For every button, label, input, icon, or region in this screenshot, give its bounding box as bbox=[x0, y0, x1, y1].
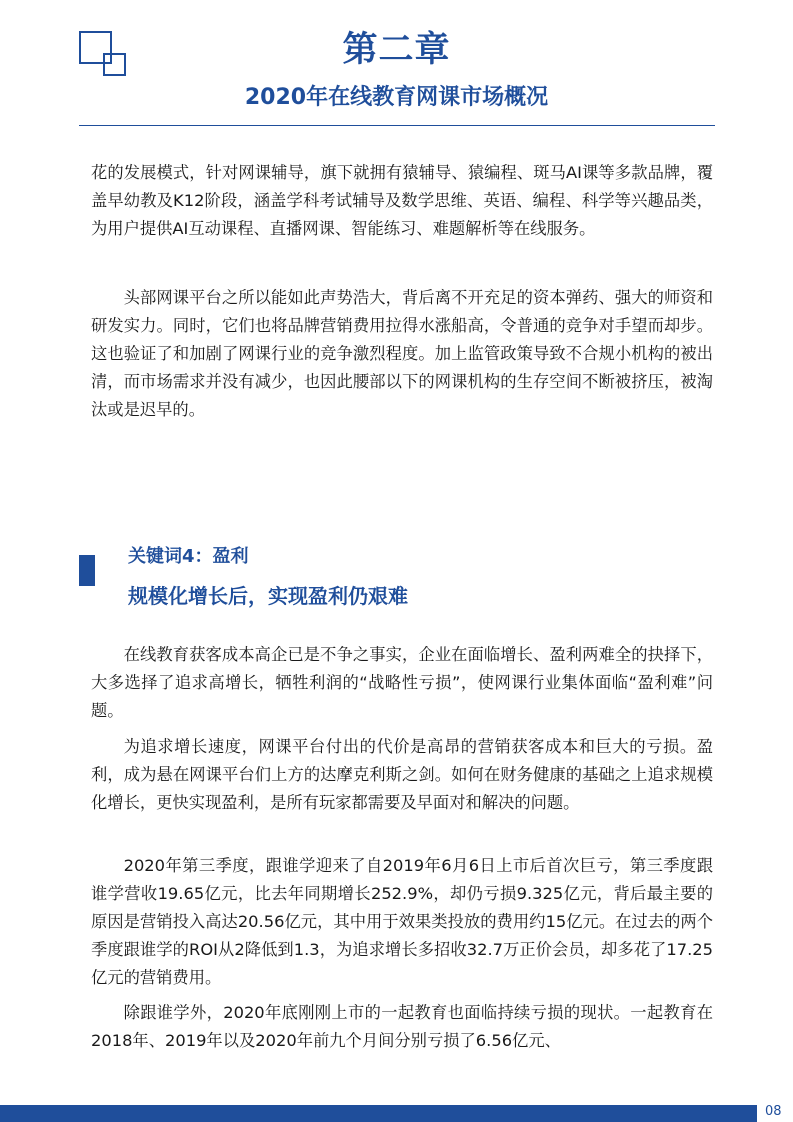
body-paragraph: 花的发展模式，针对网课辅导，旗下就拥有猿辅导、猿编程、斑马AI课等多款品牌，覆盖早幼教及K12阶段，涵盖学科考试辅导及数学思维、英语、编程、科学等兴趣品类，为用户提供AI互动课程、直播网课、智能练习、难题解析等在线服务。 bbox=[91, 163, 713, 238]
keyword-title: 关键词4：盈利 bbox=[128, 546, 249, 567]
body-paragraph: 头部网课平台之所以能如此声势浩大，背后离不开充足的资本弹药、强大的师资和研发实力。同时，它们也将品牌营销费用拉得水涨船高，令普通的竞争对手望而却步。这也验证了和加剧了网课行业的竞争激烈程度。加上监管政策导致不合规小机构的被出清，而市场需求并没有减少，也因此腰部以下的网课机构的生存空间不断被挤压，被淘汰或是迟早的。 bbox=[91, 288, 713, 419]
header-divider bbox=[79, 125, 715, 126]
body-paragraph: 为追求增长速度，网课平台付出的代价是高昂的营销获客成本和巨大的亏损。盈利，成为悬在网课平台们上方的达摩克利斯之剑。如何在财务健康的基础之上追求规模化增长，更快实现盈利，是所有玩家都需要及早面对和解决的问题。 bbox=[91, 737, 713, 812]
body-paragraph: 在线教育获客成本高企已是不争之事实，企业在面临增长、盈利两难全的抉择下，大多选择了追求高增长，牺牲利润的“战略性亏损”，使网课行业集体面临“盈利难”问题。 bbox=[91, 645, 713, 720]
keyword-marker bbox=[79, 555, 95, 586]
chapter-subtitle: 2020年在线教育网课市场概况 bbox=[244, 85, 549, 110]
keyword-subtitle: 规模化增长后，实现盈利仍艰难 bbox=[128, 584, 408, 608]
footer-bar bbox=[0, 1105, 757, 1122]
page-number: 08 bbox=[765, 1104, 782, 1119]
body-paragraph: 2020年第三季度，跟谁学迎来了自2019年6月6日上市后首次巨亏，第三季度跟谁学营收19.65亿元，比去年同期增长252.9%，却仍亏损9.325亿元，背后最主要的原因是营销投入高达20.56亿元，其中用于效果类投放的费用约15亿元。在过去的两个季度跟谁学的ROI从2降低到1.3，为追求增长多招收32.7万正价会员，却多花了17.25亿元的营销费用。 bbox=[91, 856, 713, 987]
chapter-title: 第二章 bbox=[342, 30, 451, 70]
body-paragraph: 除跟谁学外，2020年底刚刚上市的一起教育也面临持续亏损的现状。一起教育在2018年、2019年以及2020年前九个月间分别亏损了6.56亿元、 bbox=[91, 1003, 713, 1050]
